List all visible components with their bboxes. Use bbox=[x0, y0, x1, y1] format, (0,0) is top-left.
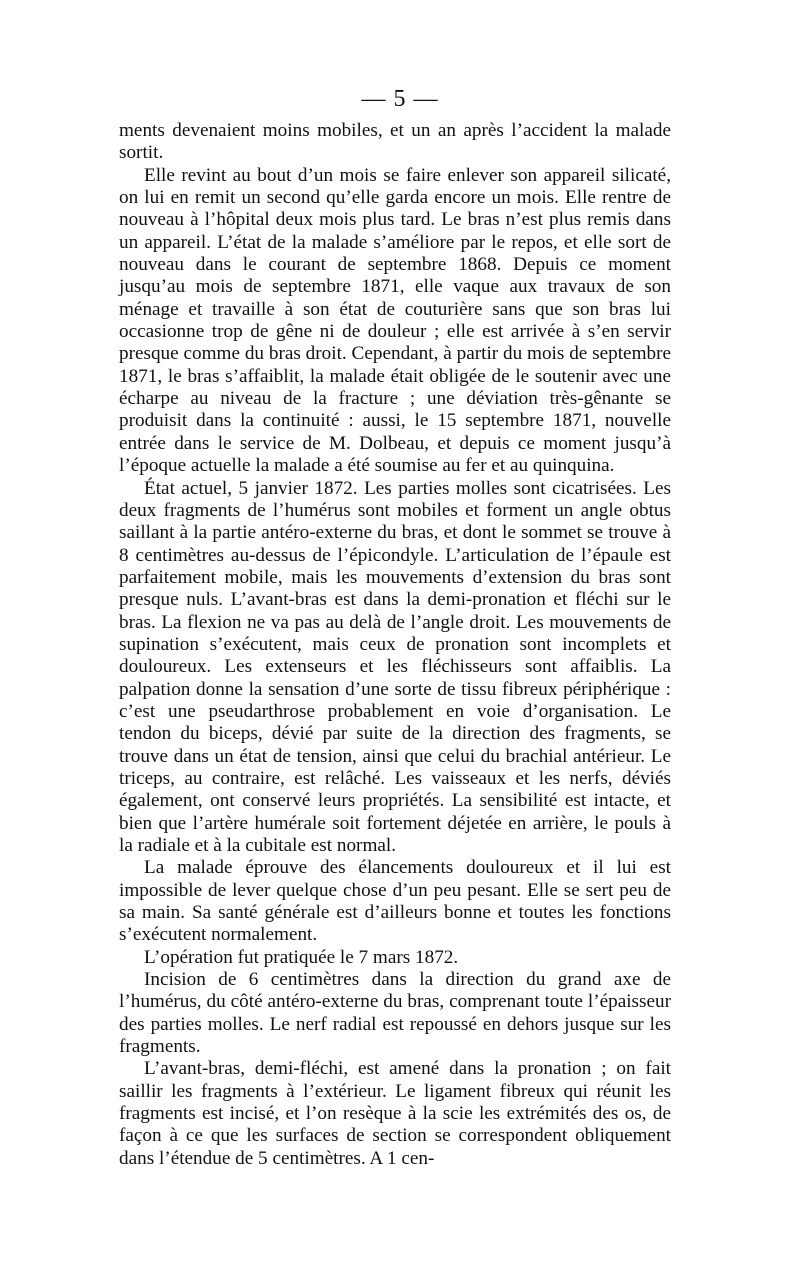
paragraph-symptoms: La malade éprouve des élancements douloureux et il lui est impossible de lever quelque chose d’un peu pesant. Elle se sert peu de sa main. Sa santé générale est d’ailleurs bonne et toutes les fonctions s’exécutent normalement. bbox=[119, 857, 671, 946]
paragraph-continued: ments devenaient moins mobiles, et un an après l’accident la malade sortit. bbox=[119, 120, 671, 164]
paragraph-incision: Incision de 6 centimètres dans la direction du grand axe de l’humérus, du côté antéro-externe du bras, comprenant toute l’épaisseur des parties molles. Le nerf radial est repoussé en dehors jusque sur les fragments. bbox=[119, 969, 671, 1058]
paragraph-operation-date: L’opération fut pratiquée le 7 mars 1872. bbox=[144, 946, 459, 968]
paragraph-current-state: État actuel, 5 janvier 1872. Les parties molles sont cicatrisées. Les deux fragments de l’humérus sont mobiles et forment un angle obtus saillant à la partie antéro-externe du bras, et dont le sommet se trouve à 8 centimètres au-dessus de l’épicondyle. L’articulation de l’épaule est parfaitement mobile, mais les mouvements d’extension du bras sont presque nuls. L’avant-bras est dans la demi-pronation et fléchi sur le bras. La flexion ne va pas au delà de l’angle droit. Les mouvements de supination s’exécutent, mais ceux de pronation sont incomplets et douloureux. Les extenseurs et les fléchisseurs sont affaiblis. La palpation donne la sensation d’une sorte de tissu fibreux périphérique : c’est une pseudarthrose probablement en voie d’organisation. Le tendon du biceps, dévié par suite de la direction des fragments, se trouve dans un état de tension, ainsi que celui du brachial antérieur. Le triceps, au contraire, est relâché. Les vaisseaux et les nerfs, déviés également, ont conservé leurs propriétés. La sensibilité est intacte, et bien que l’artère humérale soit fortement déjetée en arrière, le pouls à la radiale et à la cubitale est normal. bbox=[119, 477, 671, 856]
body-text bbox=[119, 120, 671, 1170]
paragraph-return-visit: Elle revint au bout d’un mois se faire enlever son appareil silicaté, on lui en remit un second qu’elle garda encore un mois. Elle rentre de nouveau à l’hôpital deux mois plus tard. Le bras n’est plus remis dans un appareil. L’état de la malade s’améliore par le repos, et elle sort de nouveau dans le courant de septembre 1868. Depuis ce moment jusqu’au mois de septembre 1871, elle vaque aux travaux de son ménage et travaille à son état de couturière sans que son bras lui occasionne trop de gêne ni de douleur ; elle est arrivée à s’en servir presque comme du bras droit. Cependant, à partir du mois de septembre 1871, le bras s’affaiblit, la malade était obligée de le soutenir avec une écharpe au niveau de la fracture ; une déviation très-gênante se produisit dans la continuité : aussi, le 15 septembre 1871, nouvelle entrée dans le service de M. Dolbeau, et depuis ce moment jusqu’à l’époque actuelle la malade a été soumise au fer et au quinquina. bbox=[119, 164, 671, 477]
paragraph-resection: L’avant-bras, demi-fléchi, est amené dans la pronation ; on fait saillir les fragments à l’extérieur. Le ligament fibreux qui réunit les fragments est incisé, et l’on resèque à la scie les extrémités des os, de façon à ce que les surfaces de section se correspondent obliquement dans l’étendue de 5 centimètres. A 1 cen- bbox=[119, 1058, 671, 1169]
page-number: — 5 — bbox=[361, 86, 439, 112]
